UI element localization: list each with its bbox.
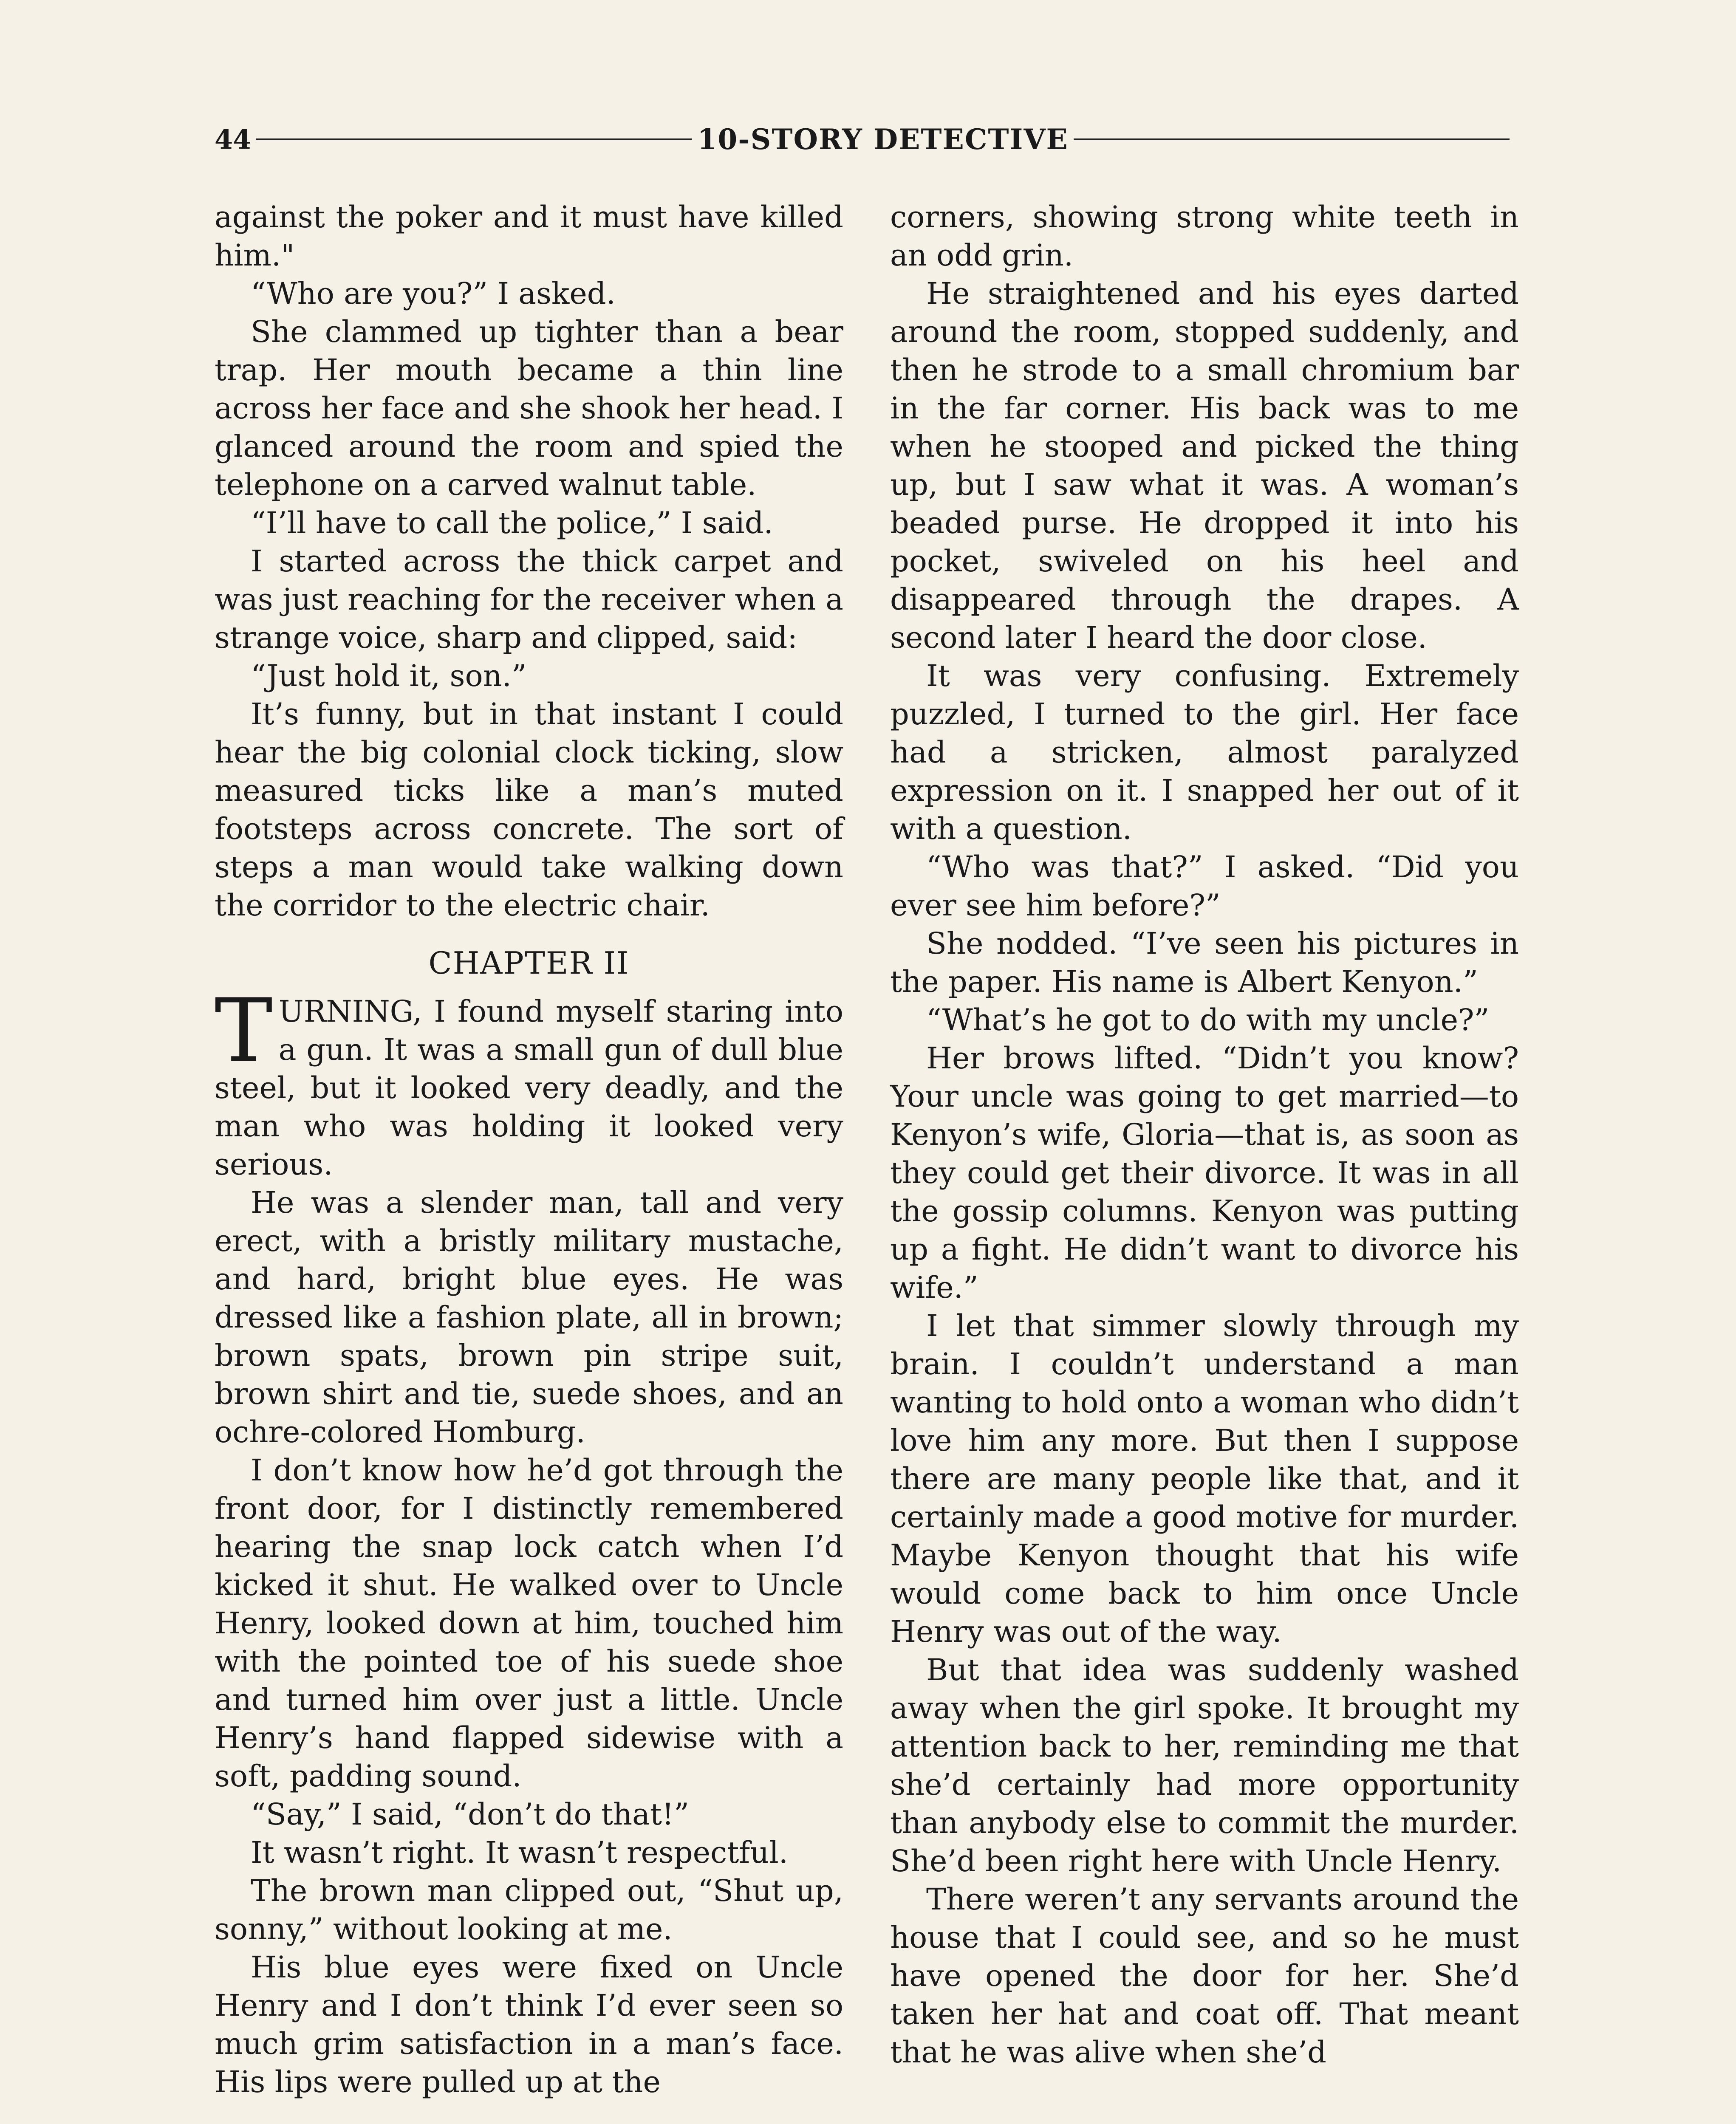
paragraph: “Just hold it, son.”	[251, 658, 527, 693]
paragraph: But that idea was suddenly washed away when the girl spoke. It brought my attention back to her, reminding me that she’d certainly had more opportunity than anybody else to commit the murder. She’d been right here with Uncle Henry.	[890, 1652, 1519, 1878]
paragraph: It wasn’t right. It wasn’t respectful.	[251, 1835, 789, 1870]
header-rule-left	[256, 138, 692, 140]
paragraph: It was very confusing. Extremely puzzled, I turned to the girl. Her face had a stricken, almost paralyzed expression on it. I snapped her out of it with a question.	[890, 658, 1519, 846]
paragraph: I don’t know how he’d got through the front door, for I distinctly remembered hearing the snap lock catch when I’d kicked it shut. He walked over to Uncle Henry, looked down at him, touched him with the pointed toe of his suede shoe and turned him over just a little. Uncle Henry’s hand flapped sidewise with a soft, padding sound.	[215, 1453, 843, 1794]
left-column	[215, 198, 843, 2101]
paragraph: Her brows lifted. “Didn’t you know? Your uncle was going to get married—to Kenyon’s wife, Gloria—that is, as soon as they could get their divorce. It was in all the gossip columns. Kenyon was putting up a fight. He didn’t want to divorce his wife.”	[890, 1041, 1519, 1305]
magazine-title: 10-STORY DETECTIVE	[697, 123, 1069, 156]
paragraph: “Who was that?” I asked. “Did you ever see him before?”	[890, 850, 1519, 923]
paragraph: She nodded. “I’ve seen his pictures in the paper. His name is Albert Kenyon.”	[890, 926, 1519, 999]
paragraph: He straightened and his eyes darted around the room, stopped suddenly, and then he strode to a small chromium bar in the far corner. His back was to me when he stooped and picked the thing up, but I saw what it was. A woman’s beaded purse. He dropped it into his pocket, swiveled on his heel and disappeared through the drapes. A second later I heard the door close.	[890, 276, 1519, 655]
chapter-opening-paragraph	[215, 980, 843, 1183]
drop-cap: T	[215, 980, 273, 1082]
header-rule-right	[1074, 138, 1510, 140]
paragraph: corners, showing strong white teeth in an odd grin.	[890, 200, 1519, 273]
paragraph: “What’s he got to do with my uncle?”	[926, 1003, 1490, 1037]
paragraph: against the poker and it must have killed him."	[215, 200, 843, 273]
chapter-opening-text: URNING, I found myself staring into a gun. It was a small gun of dull blue steel, but it looked very deadly, and the man who was holding it looked very serious.	[215, 994, 843, 1182]
running-header	[215, 122, 1515, 156]
paragraph: “Say,” I said, “don’t do that!”	[251, 1797, 689, 1832]
right-column	[890, 198, 1519, 2071]
paragraph: “Who are you?” I asked.	[251, 276, 616, 311]
paragraph: He was a slender man, tall and very erect, with a bristly military mustache, and hard, bright blue eyes. He was dressed like a fashion plate, all in brown; brown spats, brown pin stripe suit, brown shirt and tie, suede shoes, and an ochre-colored Homburg.	[215, 1185, 843, 1449]
paragraph: “I’ll have to call the police,” I said.	[251, 506, 773, 540]
paragraph: I let that simmer slowly through my brain. I couldn’t understand a man wanting to hold onto a woman who didn’t love him any more. But then I suppose there are many people like that, and it certainly made a good motive for murder. Maybe Kenyon thought that his wife would come back to him once Uncle Henry was out of the way.	[890, 1308, 1519, 1649]
paragraph: It’s funny, but in that instant I could hear the big colonial clock ticking, slow measured ticks like a man’s muted footsteps across concrete. The sort of steps a man would take walking down the corridor to the electric chair.	[215, 697, 843, 923]
paragraph: I started across the thick carpet and was just reaching for the receiver when a strange voice, sharp and clipped, said:	[215, 544, 843, 655]
paragraph: There weren’t any servants around the house that I could see, and so he must have opened the door for her. She’d taken her hat and coat off. That meant that he was alive when she’d	[890, 1882, 1519, 2070]
paragraph: His blue eyes were fixed on Uncle Henry and I don’t think I’d ever seen so much grim satisfaction in a man’s face. His lips were pulled up at the	[215, 1950, 843, 2099]
chapter-heading: CHAPTER II	[428, 945, 630, 981]
paragraph: She clammed up tighter than a bear trap. Her mouth became a thin line across her face and she shook her head. I glanced around the room and spied the telephone on a carved walnut table.	[215, 314, 843, 502]
page-number: 44	[215, 124, 252, 155]
paragraph: The brown man clipped out, “Shut up, sonny,” without looking at me.	[215, 1873, 843, 1946]
